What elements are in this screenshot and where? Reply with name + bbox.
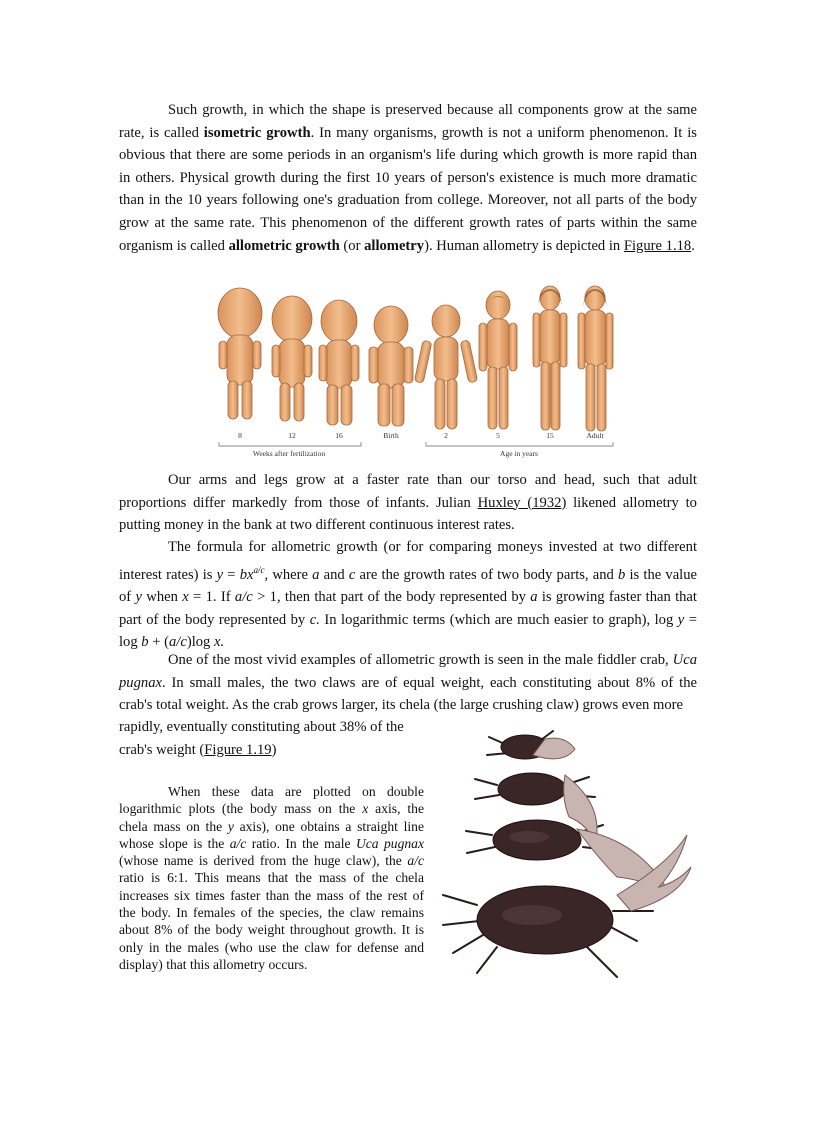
figure-1-18-link[interactable]: Figure 1.18 — [623, 237, 692, 254]
term-allometric-growth: allometric growth — [228, 237, 340, 254]
term-isometric-growth: isometric growth — [203, 124, 311, 141]
species-uca-pugnax: Uca pugnax — [119, 652, 697, 691]
figure-1-19-link[interactable]: Figure 1.19 — [204, 741, 272, 758]
label-16-weeks: 16 — [335, 431, 343, 440]
figure-fetus-8-weeks — [218, 288, 262, 419]
label-birth: Birth — [383, 431, 399, 440]
label-age-in-years: Age in years — [500, 449, 538, 458]
figure-newborn — [369, 306, 413, 426]
figure-fetus-12-weeks — [272, 296, 312, 421]
term-allometry: allometry — [364, 237, 425, 254]
label-adult: Adult — [586, 431, 604, 440]
label-weeks-after-fertilization: Weeks after fertilization — [252, 449, 326, 458]
figure-adult — [578, 286, 613, 431]
figure-child-5-years — [479, 291, 517, 429]
label-5-years: 5 — [496, 431, 500, 440]
huxley-1932-link[interactable]: Huxley (1932) — [477, 494, 567, 511]
paragraph-fiddler-crab-continued: rapidly, eventually constituting about 38% of the crab's weight (Figure 1.19) — [119, 719, 404, 758]
paragraph-allometric-formula: The formula for allometric growth (or for comparing moneys invested at two different interest rates) is $y = bx^{a/c}$, where a and c are the growth rates of two body parts, and b is the value of y when x = 1. If a/c > 1, then that part of the body represented by a is growing faster than that part of the body represented by c. In logarithmic terms (which are much easier to graph), log y = log b + (a/c)log x. — [119, 539, 698, 651]
label-15-years: 15 — [546, 431, 554, 440]
label-12-weeks: 12 — [288, 431, 296, 440]
figure-fetus-16-weeks — [319, 300, 359, 425]
paragraph-log-plots: When these data are plotted on double logarithmic plots (the body mass on the x axis, the chela mass on the y axis), one obtains a straight line whose slope is the a/c ratio. In the male Uca pugnax (whose name is derived from the huge claw), the a/c ratio is 6:1. This means that the mass of the chela increases six times faster than the mass of the rest of the body. In females of the species, the claw remains about 8% of the body weight throughout growth. It is only in the males (who use the claw for defense and display) that this allometry occurs. — [119, 784, 424, 972]
fiddler-crab-figure — [437, 725, 701, 995]
crab-medium — [498, 773, 566, 805]
label-2-years: 2 — [444, 431, 448, 440]
label-8-weeks: 8 — [238, 431, 242, 440]
human-allometry-figure — [211, 283, 621, 463]
paragraph-arms-and-legs: Our arms and legs grow at a faster rate than our torso and head, such that adult proportions differ markedly from those of infants. Julian Huxley (1932) likened allometry to putting money in the bank at two different continuous interest rates. — [119, 472, 697, 534]
figure-teen-15-years — [533, 286, 567, 430]
figure-child-2-years — [414, 305, 477, 429]
paragraph-isometric-growth: Such growth, in which the shape is preserved because all components grow at the same rate, is called isometric growth. In many organisms, growth is not a uniform phenomenon. It is obvious that there are some periods in an organism's life during which growth is more rapid than in others. Physical growth during the first 10 years of person's existence is much more dramatic than in the 10 years following one's graduation from college. Moreover, not all parts of the body grow at the same rate. This phenomenon of the different growth rates of parts within the same organism is called allometric growth (or allometry). Human allometry is depicted in Figure 1.18. — [119, 102, 697, 254]
paragraph-fiddler-crab: One of the most vivid examples of allometric growth is seen in the male fiddler crab, Uca pugnax. In small males, the two claws are of equal weight, each constituting about 8% of the crab's total weight. As the crab grows larger, its chela (the large crushing claw) grows even more — [119, 652, 697, 714]
